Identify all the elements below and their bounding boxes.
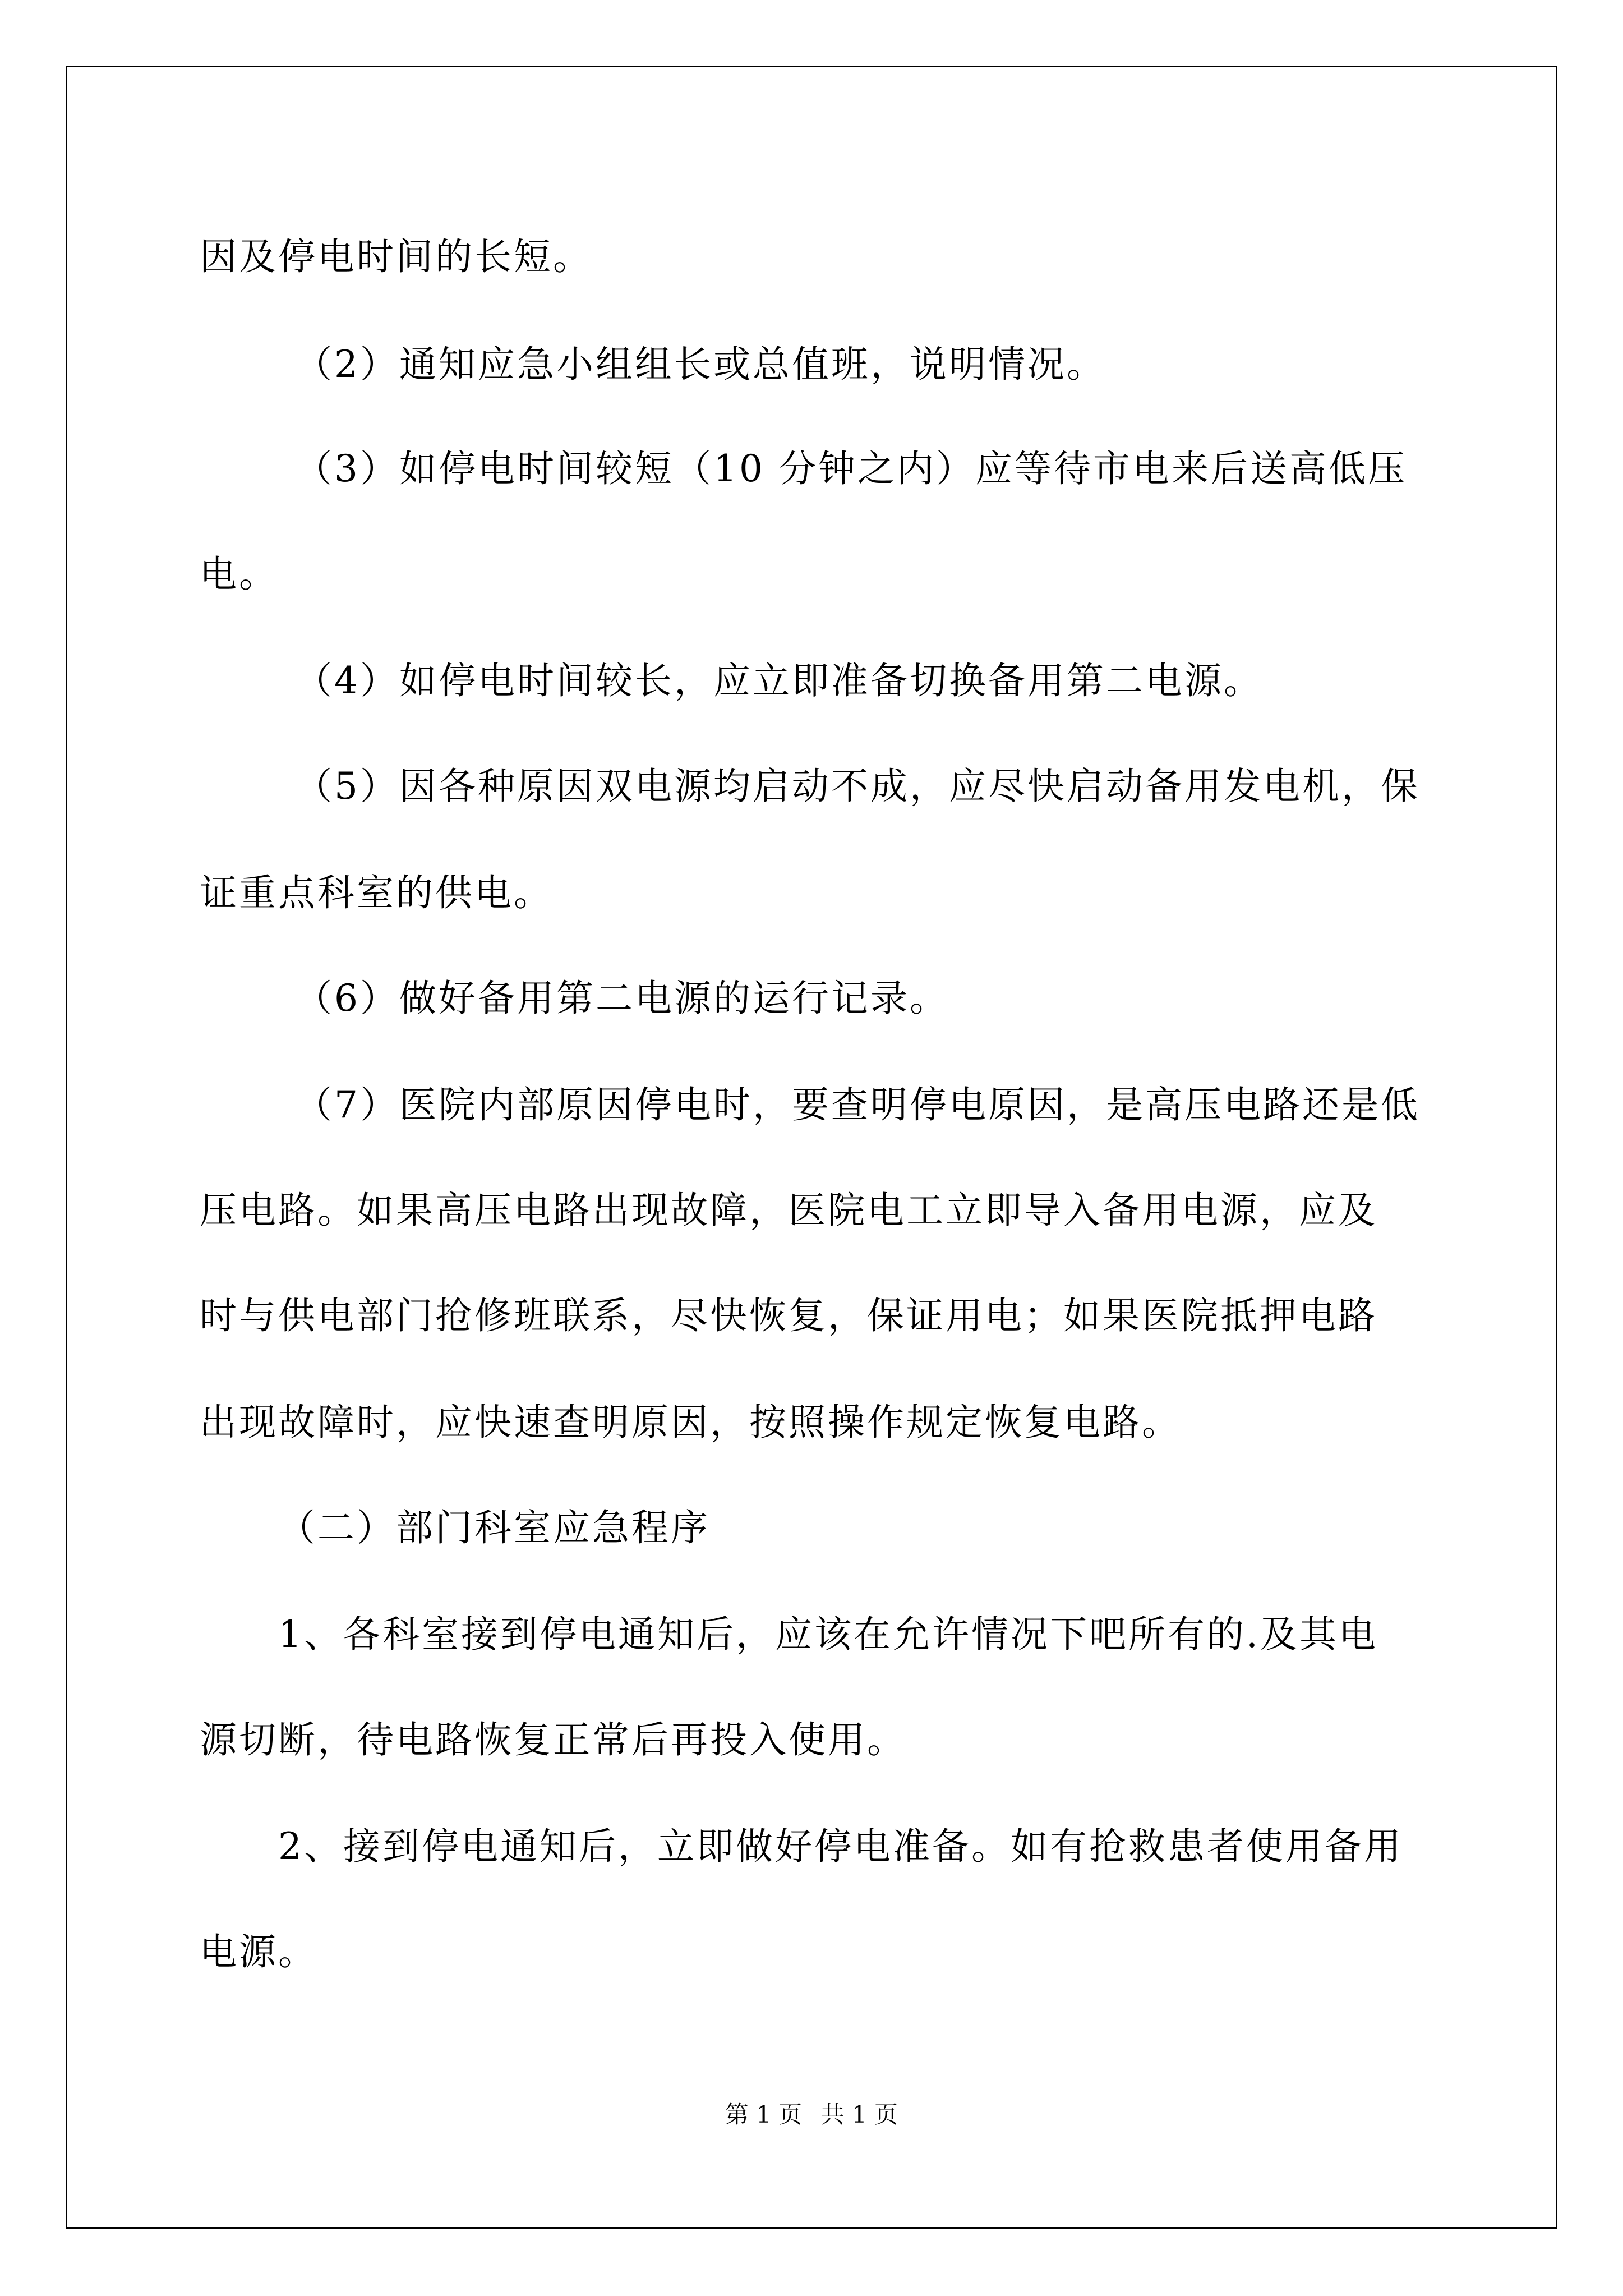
text-line: 电。 bbox=[200, 553, 278, 596]
text-line: 出现故障时，应快速查明原因，按照操作规定恢复电路。 bbox=[200, 1401, 1181, 1444]
text-line: （3）如停电时间较短（10 分钟之内）应等待市电来后送高低压 bbox=[295, 447, 1407, 490]
section-heading: （二）部门科室应急程序 bbox=[278, 1506, 710, 1549]
text-line: 时与供电部门抢修班联系，尽快恢复，保证用电；如果医院抵押电路 bbox=[200, 1294, 1377, 1337]
page-number-current: 第 1 页 bbox=[725, 2101, 803, 2128]
text-line: 压电路。如果高压电路出现故障，医院电工立即导入备用电源，应及 bbox=[200, 1189, 1377, 1232]
page-border bbox=[66, 66, 1557, 2229]
text-line: （5）因各种原因双电源均启动不成，应尽快启动备用发电机，保 bbox=[295, 765, 1420, 808]
page-number-total: 共 1 页 bbox=[820, 2101, 898, 2128]
page-footer bbox=[0, 2101, 1623, 2129]
text-line: 因及停电时间的长短。 bbox=[200, 235, 592, 278]
text-line: （6）做好备用第二电源的运行记录。 bbox=[295, 977, 949, 1020]
text-line: 电源。 bbox=[200, 1930, 317, 1973]
text-line: 证重点科室的供电。 bbox=[200, 871, 553, 914]
text-line: （7）医院内部原因停电时，要查明停电原因，是高压电路还是低 bbox=[295, 1083, 1420, 1126]
text-line: （4）如停电时间较长，应立即准备切换备用第二电源。 bbox=[295, 659, 1263, 702]
text-line: 源切断，待电路恢复正常后再投入使用。 bbox=[200, 1718, 906, 1761]
text-line: 1、各科室接到停电通知后，应该在允许情况下吧所有的.及其电 bbox=[278, 1613, 1378, 1656]
text-line: 2、接到停电通知后，立即做好停电准备。如有抢救患者使用备用 bbox=[278, 1825, 1403, 1868]
text-line: （2）通知应急小组组长或总值班，说明情况。 bbox=[295, 343, 1106, 386]
